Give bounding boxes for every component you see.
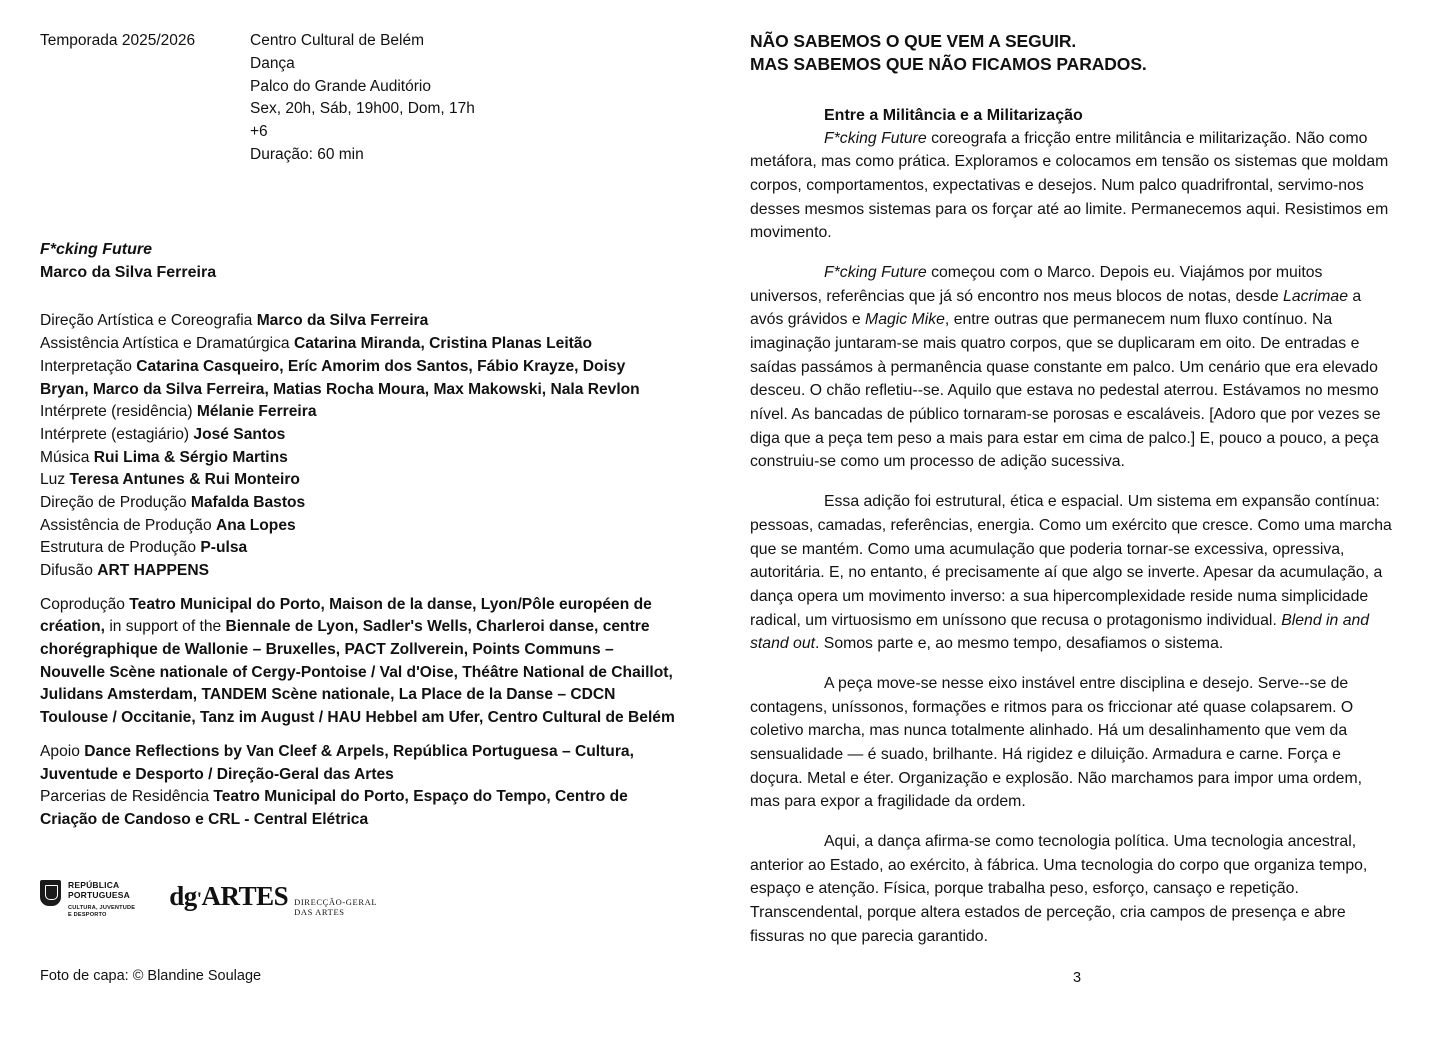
credit-value: Catarina Casqueiro, Eríc Amorim dos Santos, Fábio Krayze, Doisy Bryan, Marco da Silva Ferreira, Matias Rocha Moura, Max Makowski, Nala Revlon <box>40 357 640 398</box>
republica-portuguesa-logo <box>40 880 135 919</box>
dgartes-subtitle <box>294 897 377 918</box>
republica-sub-1: CULTURA, JUVENTUDE <box>68 904 136 911</box>
right-column <box>718 0 1436 1037</box>
credit-label: Difusão <box>40 562 98 579</box>
venue-line-4: +6 <box>250 123 268 141</box>
credit-line <box>40 560 678 583</box>
venue-line-2: Palco do Grande Auditório <box>250 77 431 95</box>
coproduction-label: Coprodução <box>40 595 130 613</box>
credit-value: José Santos <box>193 425 286 443</box>
headline-line-2: MAS SABEMOS QUE NÃO FICAMOS PARADOS. <box>750 54 1147 75</box>
coproduction-value-b: Biennale de Lyon, Sadler's Wells, Charleroi danse, centre chorégraphique de Wallonie – Bruxelles, PACT Zollverein, Points Communs – Nouvelle Scène nationale of Cergy-Pontoise / Val d'Oise, Théâtre National de Chaillot, Julidans Amsterdam, TANDEM Scène nationale, La Place de la Danse – CDCN Toulouse / Occitanie, Tanz im August / HAU Hebbel am Ufer, Centro Cultural de Belém <box>40 618 675 727</box>
credit-label: Interpretação <box>40 357 137 375</box>
credit-label: Música <box>40 448 94 466</box>
credit-line <box>40 447 678 470</box>
coproduction-line <box>40 594 678 730</box>
republica-line-2: PORTUGUESA <box>68 890 130 901</box>
credit-line <box>40 492 678 515</box>
credit-label: Intérprete (estagiário) <box>40 425 194 443</box>
paragraph: A peça move-se nesse eixo instável entre disciplina e desejo. Serve--se de contagens, uníssonos, formações e ritmos para os friccionar até quase colapsarem. O coletivo marcha, mas nunca totalmente alinhado. Há um desalinhamento que vem da sensualidade — é suado, brilhante. Há rigidez e diluição. Armadura e carne. Força e doçura. Metal e éter. Organização e explosão. Não marchamos para impor uma ordem, mas para expor a fragilidade da ordem. <box>750 674 1362 811</box>
credit-value: Rui Lima & Sérgio Martins <box>93 448 288 466</box>
support-value: Dance Reflections by Van Cleef & Arpels, República Portuguesa – Cultura, Juventude e Desporto / Direção-Geral das Artes <box>40 742 634 783</box>
credit-label: Intérprete (residência) <box>40 403 197 421</box>
paragraph: F*cking Future coreografa a fricção entre militância e militarização. Não como metáfora, mas como prática. Exploramos e colocamos em tensão os sistemas que moldam corpos, comportamentos, expectativas e desejos. Num palco quadrifrontal, servimo-nos desses mesmos sistemas para os forçar até ao limite. Permanecemos aqui. Resistimos em movimento. <box>750 129 1389 242</box>
republica-line-1: REPÚBLICA <box>68 880 120 890</box>
credit-value: Mélanie Ferreira <box>196 403 317 421</box>
credit-label: Luz <box>40 471 70 489</box>
photo-credit: Foto de capa: © Blandine Soulage <box>40 968 262 984</box>
page-number: 3 <box>1072 970 1082 986</box>
credit-value: Ana Lopes <box>215 516 296 534</box>
credit-label: Assistência Artística e Dramatúrgica <box>40 335 294 353</box>
venue-line-0: Centro Cultural de Belém <box>250 32 425 49</box>
title-block <box>40 239 678 285</box>
credit-label: Estrutura de Produção <box>40 539 201 557</box>
work-author: Marco da Silva Ferreira <box>40 263 217 281</box>
residencies-line <box>40 786 678 831</box>
paragraph: F*cking Future começou com o Marco. Depois eu. Viajámos por muitos universos, referências que já só encontro nos meus blocos de notas, desde Lacrimae a avós grávidos e Magic Mike, entre outras que permanecem num fluxo contínuo. Na imaginação juntaram-se mais quatro corpos, que se duplicaram em oito. De entradas e saídas passámos à permanência quase constante em palco. Um cenário que era elevado desceu. O chão refletiu--se. Aquilo que estava no pedestal aterrou. Estávamos no mesmo nível. As bancadas de público tornaram-se porosas e escaláveis. [Adoro que por vezes se diga que a peça tem peso a mais para estar em cima de palco.] E, pouco a pouco, a peça construiu-se como um processo de adição sucessiva. <box>750 263 1381 471</box>
header-row <box>40 30 678 167</box>
venue-line-5: Duração: 60 min <box>250 145 364 163</box>
credit-label: Direção de Produção <box>40 493 191 511</box>
republica-sub-2: E DESPORTO <box>68 911 107 918</box>
credit-label: Assistência de Produção <box>40 516 216 534</box>
dgartes-artes: ARTES <box>201 880 289 911</box>
headline <box>750 30 1396 77</box>
dgartes-sub-1: DIRECÇÃO-GERAL <box>294 896 378 907</box>
credit-line <box>40 310 678 333</box>
coproduction-value-a: Teatro Municipal do Porto, Maison de la danse, Lyon/Pôle européen de création, <box>40 595 652 636</box>
dgartes-dg: dg <box>169 880 197 911</box>
venue-details <box>250 30 475 167</box>
section-subheading: Entre a Militância e a Militarização <box>824 106 1083 124</box>
support-label: Apoio <box>40 742 85 760</box>
credit-line <box>40 401 678 424</box>
paragraph: Essa adição foi estrutural, ética e espacial. Um sistema em expansão contínua: pessoas, camadas, referências, energia. Como um exército que cresce. Como uma marcha que se mantém. Como uma acumulação que poderia tornar-se excessiva, opressiva, autoritária. E, no entanto, é precisamente aí que algo se inverte. Apesar da acumulação, a dança opera um movimento inverso: a sua hipercomplexidade reside numa simplicidade radical, um virtuosismo em uníssono que recusa o protagonismo individual. Blend in and stand out. Somos parte e, ao mesmo tempo, desafiamos o sistema. <box>750 493 1392 653</box>
credit-line <box>40 537 678 560</box>
dgartes-apostrophe: ' <box>196 888 202 910</box>
credit-value: Catarina Miranda, Cristina Planas Leitão <box>293 335 593 353</box>
dgartes-logo <box>169 881 377 918</box>
dgartes-wordmark <box>169 881 288 912</box>
credit-line <box>40 515 678 538</box>
coat-of-arms-icon <box>40 880 61 906</box>
support-line <box>40 741 678 786</box>
credits-list <box>40 310 678 831</box>
credit-line <box>40 333 678 356</box>
paragraph: Aqui, a dança afirma-se como tecnologia política. Uma tecnologia ancestral, anterior ao Estado, ao exército, à fábrica. Uma tecnologia do corpo que organiza tempo, espaço e atenção. Física, porque trabalha peso, esforço, cansaço e repetição. Transcendental, porque altera estados de perceção, cria campos de presença e abre fissuras no que parecia garantido. <box>750 833 1368 945</box>
residencies-value: Teatro Municipal do Porto, Espaço do Tempo, Centro de Criação de Candoso e CRL - Central Elétrica <box>40 788 628 828</box>
work-title: F*cking Future <box>40 240 153 258</box>
venue-line-3: Sex, 20h, Sáb, 19h00, Dom, 17h <box>250 100 475 118</box>
residencies-label: Parcerias de Residência <box>40 788 214 806</box>
season-label: Temporada 2025/2026 <box>40 32 196 49</box>
dgartes-sub-2: DAS ARTES <box>294 907 345 918</box>
body-text <box>750 127 1396 949</box>
coproduction-mid: in support of the <box>105 618 226 636</box>
credit-line <box>40 356 678 401</box>
credit-line <box>40 424 678 447</box>
credit-value: Teresa Antunes & Rui Monteiro <box>69 471 300 489</box>
credit-value: ART HAPPENS <box>97 562 209 579</box>
credit-value: Mafalda Bastos <box>190 493 306 511</box>
credit-line <box>40 469 678 492</box>
credit-value: Marco da Silva Ferreira <box>256 312 429 330</box>
logo-row <box>40 880 377 919</box>
venue-line-1: Dança <box>250 54 295 72</box>
credit-label: Direção Artística e Coreografia <box>40 312 257 330</box>
headline-line-1: NÃO SABEMOS O QUE VEM A SEGUIR. <box>750 31 1077 51</box>
credit-value: P-ulsa <box>200 539 248 557</box>
